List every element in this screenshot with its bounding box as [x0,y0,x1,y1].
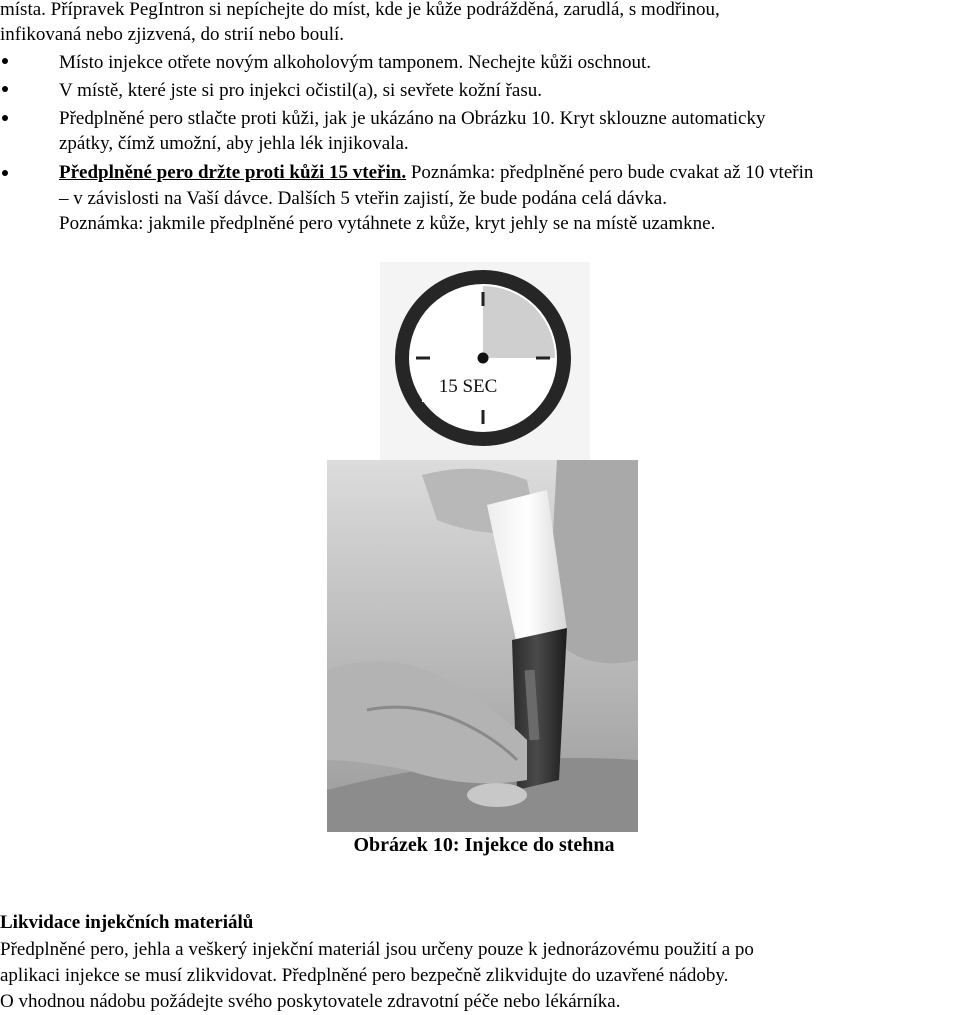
instruction-text-line: místa. Přípravek PegIntron si nepíchejte do míst, kde je kůže podrážděná, zarudlá, s modřinou, [0,0,720,20]
hold-pen-emphasis: Předplněné pero držte proti kůži 15 vteřin. [59,162,407,183]
disposal-text-line: O vhodnou nádobu požádejte svého poskytovatele zdravotní péče nebo lékárníka. [0,991,621,1012]
bullet-item-press-pen: Předplněné pero stlačte proti kůži, jak je ukázáno na Obrázku 10. Kryt sklouzne automaticky [59,108,766,129]
disposal-heading: Likvidace injekčních materiálů [0,912,254,933]
bullet-icon [2,58,8,64]
timer-illustration [380,262,590,462]
bullet-item-hold-pen [59,161,813,185]
bullet-icon [2,86,8,92]
disposal-text-line: aplikaci injekce se musí zlikvidovat. Předplněné pero bezpečně zlikvidujte do uzavřené nádoby. [0,965,729,986]
injection-photo [327,460,638,832]
bullet-item-pinch-skin: V místě, které jste si pro injekci očistil(a), si sevřete kožní řasu. [59,80,542,101]
figure-caption: Obrázek 10: Injekce do stehna [353,834,615,856]
timer-label: 15 SEC [438,376,498,397]
hold-pen-note: Poznámka: předplněné pero bude cvakat až 10 vteřin [406,162,814,183]
bullet-item-clean-site: Místo injekce otřete novým alkoholovým tamponem. Nechejte kůži oschnout. [59,52,652,73]
bullet-item-press-pen-continued: zpátky, čímž umožní, aby jehla lék injikovala. [59,133,409,154]
disposal-text-line: Předplněné pero, jehla a veškerý injekční materiál jsou určeny pouze k jednorázovému použití a po [0,939,754,960]
bullet-icon [2,170,8,176]
lock-note: Poznámka: jakmile předplněné pero vytáhnete z kůže, kryt jehly se na místě uzamkne. [59,213,716,234]
fingernail [467,783,527,807]
instruction-text-line: infikovaná nebo zjizvená, do strií nebo boulí. [0,24,345,45]
timer-center-dot [478,353,489,364]
bullet-icon [2,115,8,121]
hold-pen-note-continued: – v závislosti na Vaší dávce. Dalších 5 vteřin zajistí, že bude podána celá dávka. [59,188,667,209]
